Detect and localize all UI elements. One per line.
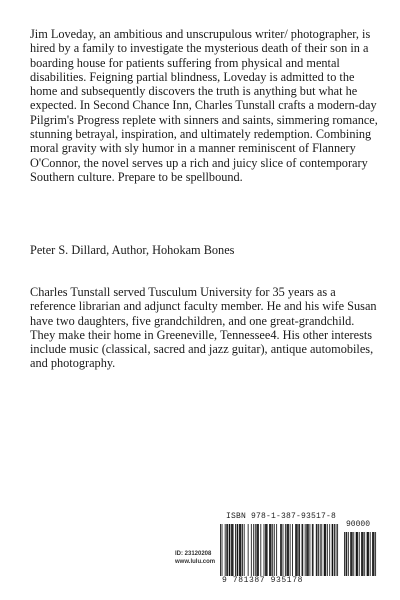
barcode-bar: [251, 524, 252, 576]
barcode-bar: [317, 524, 318, 576]
price-barcode-bar: [367, 532, 368, 576]
barcode-bar: [230, 524, 231, 576]
barcode-bar: [298, 524, 299, 576]
barcode-bar: [297, 524, 298, 576]
barcode-bar: [258, 524, 259, 576]
publisher-url-text: www.lulu.com: [175, 559, 216, 565]
price-barcode-bar: [352, 532, 353, 576]
barcode-bar: [267, 524, 268, 576]
barcode-bar: [332, 524, 333, 576]
barcode-bar: [255, 524, 256, 576]
barcode-main-bars: [220, 524, 338, 576]
barcode-bar: [280, 524, 281, 576]
barcode-bar: [295, 524, 296, 576]
barcode-graphic: [214, 522, 380, 578]
barcode-bar: [265, 524, 266, 576]
barcode-bar: [248, 524, 249, 576]
barcode-bar: [288, 524, 289, 576]
price-barcode-bar: [356, 532, 357, 576]
barcode-bar: [309, 524, 310, 576]
barcode-bar: [325, 524, 326, 576]
price-barcode-bar: [348, 532, 349, 576]
barcode-digits: 9 781387 935178: [222, 576, 304, 585]
price-barcode-bar: [367, 532, 368, 576]
barcode-bar: [232, 524, 233, 576]
isbn-label: ISBN 978-1-387-93517-8: [226, 512, 337, 521]
price-barcode-bar: [351, 532, 352, 576]
barcode-bar: [332, 524, 333, 576]
barcode-bar: [231, 524, 232, 576]
price-barcode-bar: [362, 532, 363, 576]
barcode-bar: [308, 524, 309, 576]
barcode-bar: [321, 524, 322, 576]
price-barcode-bar: [350, 532, 351, 576]
barcode-bar: [240, 524, 241, 576]
price-barcode-bar: [357, 532, 358, 576]
barcode-bar: [225, 524, 226, 576]
barcode-bar: [233, 524, 234, 576]
barcode-bar: [264, 524, 265, 576]
barcode-bar: [313, 524, 314, 576]
barcode-bar: [274, 524, 275, 576]
barcode-bar: [269, 524, 270, 576]
barcode-price-bars: [344, 532, 376, 576]
price-barcode-bar: [372, 532, 373, 576]
price-barcode-bar: [370, 532, 371, 576]
price-barcode-bar: [346, 532, 347, 576]
price-barcode-bar: [375, 532, 376, 576]
barcode-bar: [285, 524, 286, 576]
isbn-barcode: [214, 512, 380, 588]
price-barcode-bar: [363, 532, 364, 576]
barcode-bar: [253, 524, 254, 576]
barcode-bar: [324, 524, 325, 576]
barcode-bar: [271, 524, 272, 576]
barcode-bar: [257, 524, 258, 576]
blurb-paragraph: Jim Loveday, an ambitious and unscrupulous writer/ photographer, is hired by a family to investigate the mysterious death of their son in a boarding house for patients suffering from physical and mental disabilities. Feigning partial blindness, Loveday is admitted to the home and subsequently discovers the truth is anything but what he expected. In Second Chance Inn, Charles Tunstall crafts a modern-day Pilgrim's Progress replete with sinners and saints, simmering romance, stunning betrayal, inspiration, and ultimately redemption. Combining moral gravity with sly humor in a manner reminiscent of Flannery O'Connor, the novel serves up a rich and juicy slice of contemporary Southern culture. Prepare to be spellbound.: [30, 27, 378, 184]
barcode-bar: [305, 524, 306, 576]
barcode-bar: [239, 524, 240, 576]
barcode-bar: [320, 524, 321, 576]
price-barcode-bar: [356, 532, 357, 576]
barcode-bar: [290, 524, 291, 576]
barcode-bar: [244, 524, 245, 576]
price-barcode-bar: [344, 532, 345, 576]
barcode-bar: [237, 524, 238, 576]
publisher-id-text: ID: 23120208: [175, 551, 212, 557]
barcode-bar: [287, 524, 288, 576]
endorsement-credit: Peter S. Dillard, Author, Hohokam Bones: [30, 243, 235, 257]
price-code-label: 90000: [346, 520, 371, 529]
price-barcode-bar: [353, 532, 354, 576]
barcode-bar: [337, 524, 338, 576]
barcode-bar: [222, 524, 223, 576]
barcode-bar: [307, 524, 308, 576]
barcode-bar: [329, 524, 330, 576]
price-barcode-bar: [346, 532, 347, 576]
barcode-bar: [334, 524, 335, 576]
price-barcode-bar: [373, 532, 374, 576]
barcode-bar: [299, 524, 300, 576]
barcode-bar: [235, 524, 236, 576]
publisher-id-block: [175, 550, 215, 566]
barcode-bar: [256, 524, 257, 576]
barcode-bar: [325, 524, 326, 576]
barcode-bar: [276, 524, 277, 576]
barcode-bar: [327, 524, 328, 576]
price-barcode-bar: [364, 532, 365, 576]
barcode-bar: [242, 524, 243, 576]
barcode-bar: [237, 524, 238, 576]
barcode-bar: [272, 524, 273, 576]
barcode-bar: [336, 524, 337, 576]
price-barcode-bar: [368, 532, 369, 576]
barcode-bar: [283, 524, 284, 576]
barcode-bar: [296, 524, 297, 576]
price-barcode-bar: [361, 532, 362, 576]
barcode-bar: [312, 524, 313, 576]
barcode-bar: [229, 524, 230, 576]
barcode-bar: [316, 524, 317, 576]
barcode-bar: [318, 524, 319, 576]
price-barcode-bar: [374, 532, 375, 576]
barcode-bar: [287, 524, 288, 576]
barcode-bar: [260, 524, 261, 576]
barcode-bar: [281, 524, 282, 576]
barcode-bar: [302, 524, 303, 576]
barcode-bar: [226, 524, 227, 576]
barcode-bar: [306, 524, 307, 576]
price-barcode-bar: [359, 532, 360, 576]
barcode-bar: [270, 524, 271, 576]
barcode-bar: [220, 524, 221, 576]
barcode-bar: [227, 524, 228, 576]
author-bio-paragraph: Charles Tunstall served Tusculum University for 35 years as a reference librarian and adjunct faculty member. He and his wife Susan have two daughters, five grandchildren, and one great-grandchild. They make their home in Greeneville, Tennessee4. His other interests include music (classical, sacred and jazz guitar), antique automobiles, and photography.: [30, 285, 377, 371]
barcode-bar: [241, 524, 242, 576]
barcode-bar: [302, 524, 303, 576]
barcode-bar: [266, 524, 267, 576]
barcode-bar: [292, 524, 293, 576]
